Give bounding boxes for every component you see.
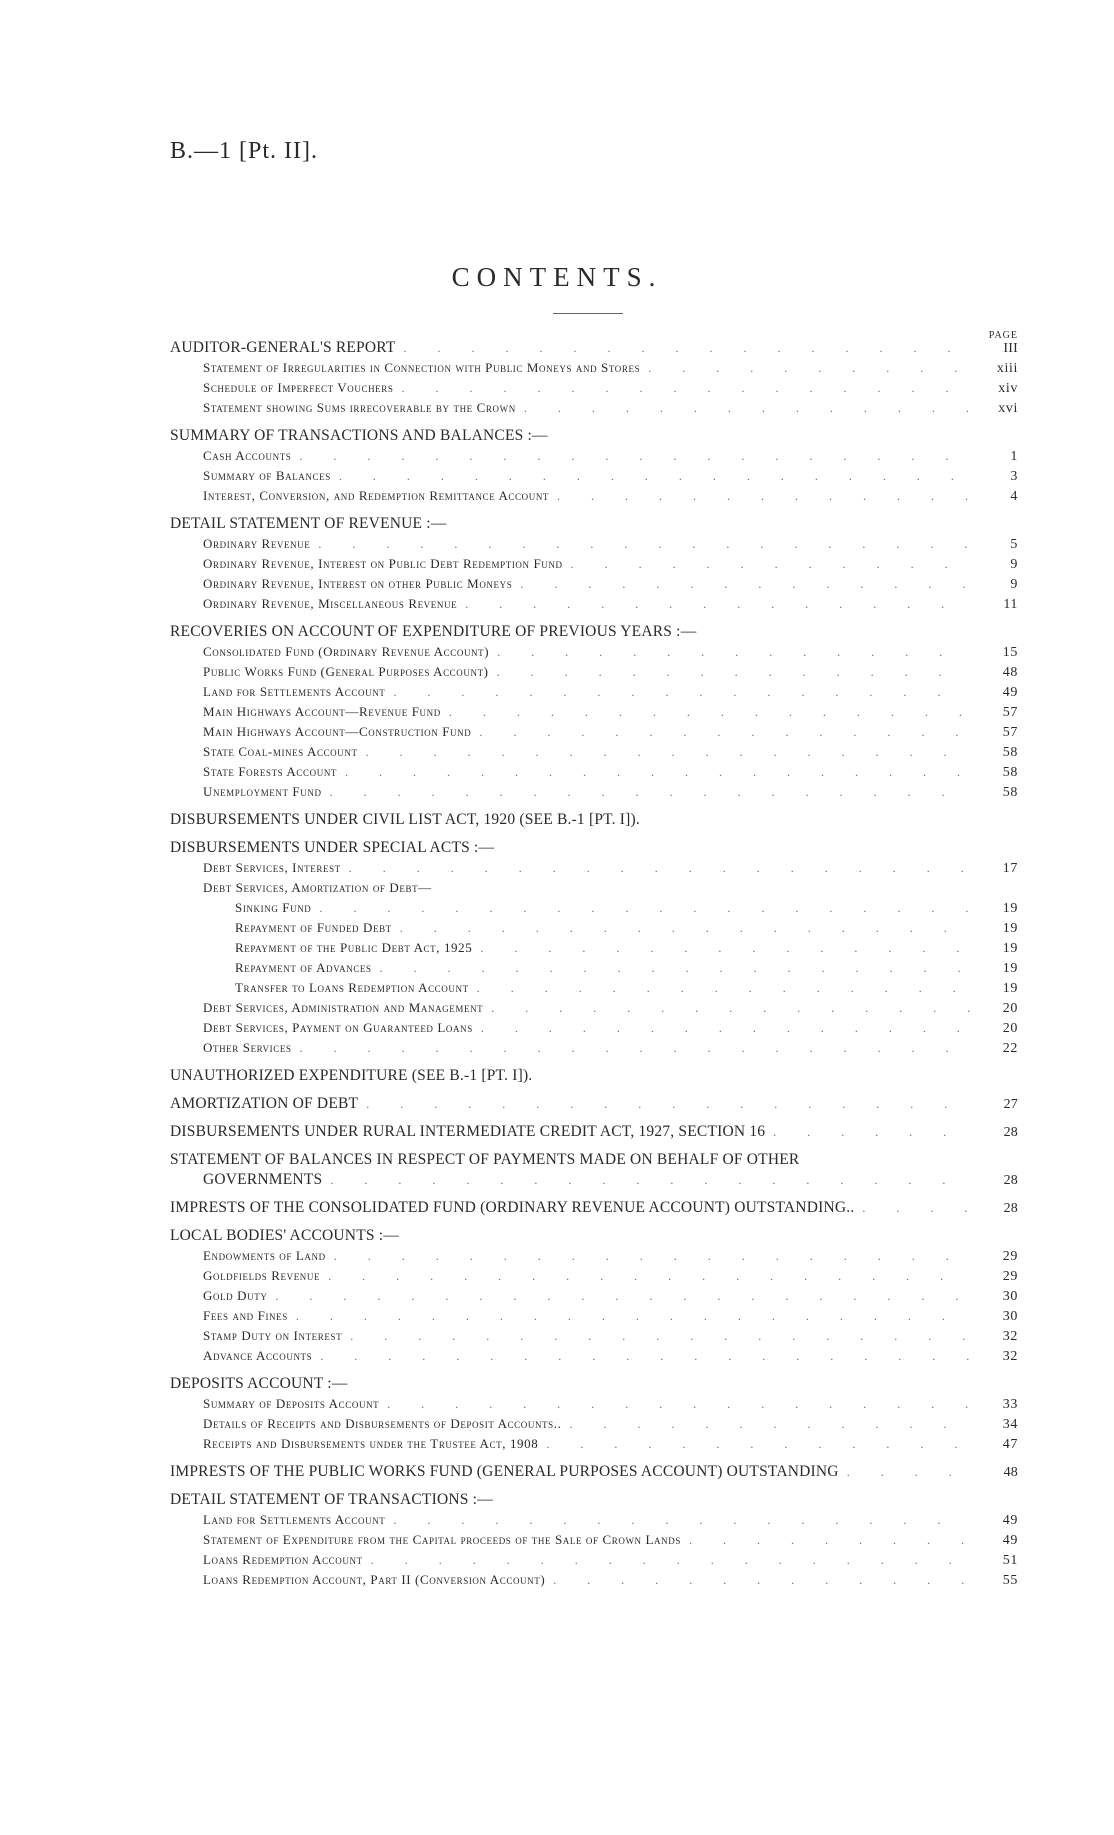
- toc-entry: [170, 998, 1018, 1018]
- toc-entry: [170, 378, 1018, 398]
- dot-leader: [322, 1170, 970, 1190]
- toc-entry-title: SUMMARY OF TRANSACTIONS AND BALANCES :—: [170, 427, 548, 444]
- toc-entry-page: 29: [1002, 1269, 1018, 1284]
- toc-entry: [170, 1038, 1018, 1058]
- toc-entry: [170, 878, 1018, 898]
- toc-entry-title: GOVERNMENTS: [203, 1171, 323, 1188]
- toc-entry-title: Summary of Deposits Account: [203, 1396, 380, 1411]
- dot-leader: [839, 1462, 970, 1482]
- page-column-label: PAGE: [988, 330, 1018, 341]
- toc-entry: [170, 838, 1018, 858]
- toc-entry-page: 58: [1002, 745, 1018, 760]
- dot-leader: [311, 898, 970, 918]
- toc-entry: [170, 1570, 1018, 1590]
- dot-leader: [358, 1094, 970, 1114]
- toc-entry-page: 19: [1002, 901, 1018, 916]
- toc-entry-title: Main Highways Account—Construction Fund: [203, 724, 472, 739]
- toc-entry-page: 48: [1003, 1465, 1018, 1480]
- toc-entry: [170, 466, 1018, 486]
- toc-entry-title: AUDITOR-GENERAL'S REPORT: [170, 339, 396, 356]
- toc-entry: [170, 782, 1018, 802]
- dot-leader: [331, 466, 970, 486]
- toc-entry: [170, 938, 1018, 958]
- toc-entry-title: Repayment of Advances: [235, 960, 372, 975]
- toc-entry-title: Land for Settlements Account: [203, 1512, 386, 1527]
- dot-leader: [473, 1018, 970, 1038]
- toc-entry-page: 30: [1002, 1289, 1018, 1304]
- toc-entry: [170, 978, 1018, 998]
- toc-entry: [170, 426, 1018, 446]
- toc-entry: [170, 1510, 1018, 1530]
- toc-entry-title: DEPOSITS ACCOUNT :—: [170, 1375, 348, 1392]
- toc-entry: [170, 594, 1018, 614]
- dot-leader: [267, 1286, 970, 1306]
- toc-entry-title: Debt Services, Interest: [203, 860, 341, 875]
- toc-entry-page: 19: [1002, 961, 1018, 976]
- toc-entry-title: Ordinary Revenue: [203, 536, 311, 551]
- toc-entry-title: Details of Receipts and Disbursements of Deposit Accounts..: [203, 1416, 562, 1431]
- table-of-contents: [170, 338, 1018, 1590]
- toc-entry: [170, 642, 1018, 662]
- document-reference: B.—1 [Pt. II].: [170, 138, 318, 164]
- toc-entry: [170, 1122, 1018, 1142]
- toc-entry: [170, 682, 1018, 702]
- toc-entry-title: State Coal-mines Account: [203, 744, 358, 759]
- toc-entry-page: 20: [1002, 1001, 1018, 1016]
- dot-leader: [396, 338, 970, 358]
- toc-entry-title: Consolidated Fund (Ordinary Revenue Account): [203, 644, 490, 659]
- toc-entry-title: STATEMENT OF BALANCES IN RESPECT OF PAYMENTS MADE ON BEHALF OF OTHER: [170, 1151, 800, 1168]
- toc-entry: [170, 1434, 1018, 1454]
- dot-leader: [469, 978, 970, 998]
- toc-entry: [170, 1394, 1018, 1414]
- dot-leader: [288, 1306, 970, 1326]
- toc-entry-page: 49: [1002, 1513, 1018, 1528]
- dot-leader: [549, 486, 970, 506]
- dot-leader: [640, 358, 970, 378]
- toc-entry: [170, 1150, 1018, 1170]
- toc-entry: [170, 1414, 1018, 1434]
- toc-entry-title: Debt Services, Administration and Management: [203, 1000, 484, 1015]
- toc-entry: [170, 1266, 1018, 1286]
- toc-entry-title: IMPRESTS OF THE PUBLIC WORKS FUND (GENERAL PURPOSES ACCOUNT) OUTSTANDING: [170, 1463, 839, 1480]
- toc-entry: [170, 622, 1018, 642]
- toc-entry-page: 47: [1002, 1437, 1018, 1452]
- toc-entry-page: 58: [1002, 785, 1018, 800]
- toc-entry-title: Ordinary Revenue, Interest on other Public Moneys: [203, 576, 513, 591]
- toc-entry-page: xiv: [998, 381, 1018, 396]
- toc-entry-page: 17: [1002, 861, 1018, 876]
- toc-entry-page: 28: [1003, 1125, 1018, 1140]
- toc-entry-title: Stamp Duty on Interest: [203, 1328, 343, 1343]
- toc-entry-title: IMPRESTS OF THE CONSOLIDATED FUND (ORDINARY REVENUE ACCOUNT) OUTSTANDING..: [170, 1199, 855, 1216]
- toc-entry-page: xiii: [996, 361, 1018, 376]
- toc-entry: [170, 574, 1018, 594]
- toc-entry-title: Statement of Irregularities in Connection with Public Moneys and Stores: [203, 360, 641, 375]
- toc-entry: [170, 662, 1018, 682]
- dot-leader: [310, 534, 970, 554]
- toc-entry-title: Endowments of Land: [203, 1248, 326, 1263]
- toc-entry: [170, 1170, 1018, 1190]
- toc-entry-page: 34: [1002, 1417, 1018, 1432]
- toc-entry: [170, 1306, 1018, 1326]
- toc-entry: [170, 958, 1018, 978]
- toc-entry-page: 30: [1002, 1309, 1018, 1324]
- dot-leader: [489, 642, 970, 662]
- toc-entry-title: Repayment of the Public Debt Act, 1925: [235, 940, 473, 955]
- dot-leader: [337, 762, 970, 782]
- toc-entry-title: Transfer to Loans Redemption Account: [235, 980, 469, 995]
- dot-leader: [292, 1038, 970, 1058]
- toc-entry-title: Debt Services, Amortization of Debt—: [203, 880, 432, 895]
- dot-leader: [512, 574, 970, 594]
- dot-leader: [322, 782, 970, 802]
- toc-entry-title: Fees and Fines: [203, 1308, 288, 1323]
- toc-entry: [170, 1530, 1018, 1550]
- dot-leader: [545, 1570, 970, 1590]
- dot-leader: [385, 682, 970, 702]
- toc-entry-page: 29: [1002, 1249, 1018, 1264]
- dot-leader: [471, 722, 970, 742]
- toc-entry-title: RECOVERIES ON ACCOUNT OF EXPENDITURE OF PREVIOUS YEARS :—: [170, 623, 697, 640]
- toc-entry-title: DISBURSEMENTS UNDER RURAL INTERMEDIATE CREDIT ACT, 1927, SECTION 16: [170, 1123, 766, 1140]
- dot-leader: [291, 446, 970, 466]
- toc-entry-title: DISBURSEMENTS UNDER CIVIL LIST ACT, 1920 (SEE B.-1 [PT. I]).: [170, 811, 640, 828]
- toc-entry-title: AMORTIZATION OF DEBT: [170, 1095, 359, 1112]
- toc-entry-page: 19: [1002, 941, 1018, 956]
- toc-entry: [170, 722, 1018, 742]
- dot-leader: [312, 1346, 970, 1366]
- toc-entry-page: 51: [1002, 1553, 1018, 1568]
- dot-leader: [538, 1434, 970, 1454]
- dot-leader: [681, 1530, 970, 1550]
- toc-entry: [170, 338, 1018, 358]
- dot-leader: [457, 594, 970, 614]
- toc-entry-title: Main Highways Account—Revenue Fund: [203, 704, 441, 719]
- toc-entry-title: Other Services: [203, 1040, 292, 1055]
- dot-leader: [472, 938, 970, 958]
- toc-entry-title: Gold Duty: [203, 1288, 268, 1303]
- toc-entry: [170, 1374, 1018, 1394]
- toc-entry: [170, 810, 1018, 830]
- dot-leader: [342, 1326, 970, 1346]
- toc-entry: [170, 1346, 1018, 1366]
- toc-entry: [170, 742, 1018, 762]
- toc-entry: [170, 514, 1018, 534]
- dot-leader: [483, 998, 970, 1018]
- toc-entry-page: 11: [1003, 597, 1018, 612]
- toc-entry: [170, 1198, 1018, 1218]
- toc-entry: [170, 534, 1018, 554]
- toc-entry-title: Sinking Fund: [235, 900, 312, 915]
- toc-entry-title: Repayment of Funded Debt: [235, 920, 392, 935]
- dot-leader: [372, 958, 970, 978]
- toc-entry: [170, 1018, 1018, 1038]
- toc-entry-page: 48: [1002, 665, 1018, 680]
- toc-entry: [170, 1490, 1018, 1510]
- dot-leader: [563, 554, 970, 574]
- toc-entry-page: 49: [1002, 685, 1018, 700]
- dot-leader: [441, 702, 970, 722]
- toc-entry-page: 3: [1010, 469, 1018, 484]
- toc-entry-title: Ordinary Revenue, Miscellaneous Revenue: [203, 596, 458, 611]
- toc-entry-title: Loans Redemption Account: [203, 1552, 363, 1567]
- toc-entry: [170, 858, 1018, 878]
- toc-entry-page: 19: [1002, 921, 1018, 936]
- dot-leader: [379, 1394, 970, 1414]
- toc-entry-title: Land for Settlements Account: [203, 684, 386, 699]
- toc-entry-page: 28: [1003, 1173, 1018, 1188]
- toc-entry: [170, 1326, 1018, 1346]
- dot-leader: [854, 1198, 970, 1218]
- toc-entry-title: Loans Redemption Account, Part II (Conversion Account): [203, 1572, 546, 1587]
- dot-leader: [489, 662, 970, 682]
- toc-entry: [170, 1226, 1018, 1246]
- dot-leader: [320, 1266, 970, 1286]
- dot-leader: [385, 1510, 970, 1530]
- toc-entry-title: Statement showing Sums irrecoverable by the Crown: [203, 400, 516, 415]
- title-divider: [553, 313, 623, 314]
- dot-leader: [341, 858, 970, 878]
- toc-entry: [170, 486, 1018, 506]
- toc-entry: [170, 1462, 1018, 1482]
- toc-entry-page: 15: [1002, 645, 1018, 660]
- toc-entry-page: 32: [1002, 1329, 1018, 1344]
- toc-entry-title: State Forests Account: [203, 764, 338, 779]
- toc-entry-title: Advance Accounts: [203, 1348, 313, 1363]
- contents-title: CONTENTS.: [451, 262, 663, 292]
- toc-entry: [170, 446, 1018, 466]
- toc-entry-page: 5: [1010, 537, 1018, 552]
- dot-leader: [561, 1414, 970, 1434]
- toc-entry-page: 57: [1002, 725, 1018, 740]
- toc-entry-page: 22: [1002, 1041, 1018, 1056]
- toc-entry-title: Receipts and Disbursements under the Trustee Act, 1908: [203, 1436, 539, 1451]
- dot-leader: [326, 1246, 970, 1266]
- toc-entry-title: Schedule of Imperfect Vouchers: [203, 380, 394, 395]
- toc-entry-page: 1: [1010, 449, 1018, 464]
- toc-entry-page: 27: [1003, 1097, 1018, 1112]
- toc-entry: [170, 1066, 1018, 1086]
- toc-entry-title: Summary of Balances: [203, 468, 331, 483]
- dot-leader: [363, 1550, 970, 1570]
- toc-entry-page: 20: [1002, 1021, 1018, 1036]
- toc-entry: [170, 1550, 1018, 1570]
- toc-entry: [170, 702, 1018, 722]
- toc-entry-title: UNAUTHORIZED EXPENDITURE (SEE B.-1 [PT. I]).: [170, 1067, 533, 1084]
- toc-entry-page: 33: [1002, 1397, 1018, 1412]
- toc-entry-title: Goldfields Revenue: [203, 1268, 321, 1283]
- toc-entry-title: DETAIL STATEMENT OF REVENUE :—: [170, 515, 447, 532]
- toc-entry-page: III: [1003, 341, 1018, 356]
- toc-entry-page: 57: [1002, 705, 1018, 720]
- toc-entry-page: 19: [1002, 981, 1018, 996]
- dot-leader: [393, 378, 970, 398]
- toc-entry: [170, 1094, 1018, 1114]
- toc-entry-title: Unemployment Fund: [203, 784, 322, 799]
- toc-entry-page: 9: [1010, 577, 1018, 592]
- toc-entry: [170, 398, 1018, 418]
- toc-entry: [170, 358, 1018, 378]
- toc-entry-title: Statement of Expenditure from the Capital proceeds of the Sale of Crown Lands: [203, 1532, 681, 1547]
- toc-entry: [170, 554, 1018, 574]
- dot-leader: [392, 918, 970, 938]
- toc-entry-title: Debt Services, Payment on Guaranteed Loans: [203, 1020, 473, 1035]
- toc-entry-page: 28: [1003, 1201, 1018, 1216]
- toc-entry-title: DISBURSEMENTS UNDER SPECIAL ACTS :—: [170, 839, 495, 856]
- toc-entry: [170, 762, 1018, 782]
- toc-entry-page: 58: [1002, 765, 1018, 780]
- toc-entry: [170, 918, 1018, 938]
- toc-entry: [170, 898, 1018, 918]
- toc-entry-page: 32: [1002, 1349, 1018, 1364]
- toc-entry-title: Cash Accounts: [203, 448, 292, 463]
- toc-entry: [170, 1246, 1018, 1266]
- dot-leader: [516, 398, 970, 418]
- toc-entry-title: Ordinary Revenue, Interest on Public Debt Redemption Fund: [203, 556, 563, 571]
- dot-leader: [765, 1122, 970, 1142]
- toc-entry-page: 9: [1010, 557, 1018, 572]
- toc-entry-title: Interest, Conversion, and Redemption Remittance Account: [203, 488, 550, 503]
- toc-entry-title: Public Works Fund (General Purposes Account): [203, 664, 489, 679]
- toc-entry-title: DETAIL STATEMENT OF TRANSACTIONS :—: [170, 1491, 493, 1508]
- toc-entry-page: 4: [1010, 489, 1018, 504]
- toc-entry: [170, 1286, 1018, 1306]
- toc-entry-page: 55: [1002, 1573, 1018, 1588]
- toc-entry-page: 49: [1002, 1533, 1018, 1548]
- dot-leader: [358, 742, 970, 762]
- toc-entry-title: LOCAL BODIES' ACCOUNTS :—: [170, 1227, 399, 1244]
- toc-entry-page: xvi: [998, 401, 1018, 416]
